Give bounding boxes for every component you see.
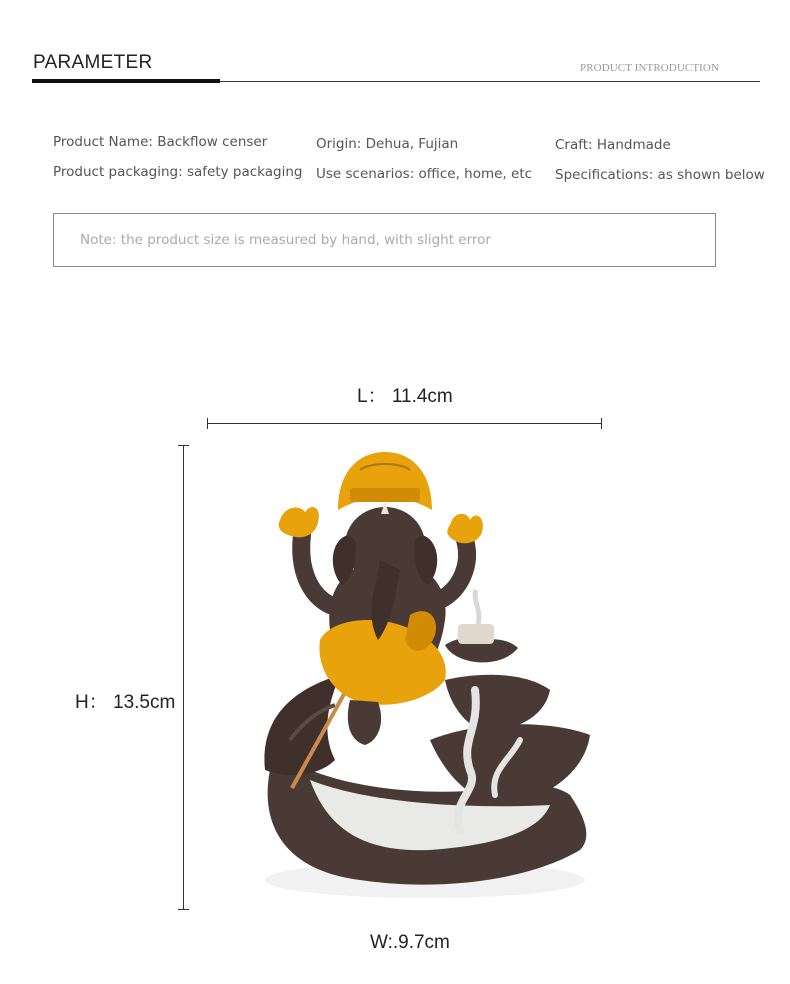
length-dimension-line — [207, 423, 602, 424]
param-craft: Craft: Handmade — [555, 137, 671, 153]
length-tick-left — [207, 418, 208, 429]
note-text: Note: the product size is measured by hand, with slight error — [80, 232, 491, 248]
width-label: W:.9.7cm — [370, 932, 450, 953]
header-accent-bar — [32, 79, 220, 83]
height-tick-bottom — [178, 909, 189, 910]
product-image — [250, 440, 610, 910]
section-title: PARAMETER — [33, 52, 153, 73]
height-label: H： 13.5cm — [75, 692, 176, 713]
param-product-name: Product Name: Backflow censer — [53, 134, 268, 150]
height-dimension-line — [183, 445, 184, 910]
length-tick-right — [601, 418, 602, 429]
param-specifications: Specifications: as shown below — [555, 167, 765, 183]
param-origin: Origin: Dehua, Fujian — [316, 136, 459, 152]
param-scenarios: Use scenarios: office, home, etc — [316, 166, 533, 182]
height-tick-top — [178, 445, 189, 446]
section-subtitle: PRODUCT INTRODUCTION — [580, 62, 719, 74]
ganesha-censer-illustration — [250, 440, 610, 910]
length-label: L： 11.4cm — [357, 386, 453, 407]
param-packaging: Product packaging: safety packaging — [53, 164, 303, 180]
note-box — [53, 213, 716, 267]
